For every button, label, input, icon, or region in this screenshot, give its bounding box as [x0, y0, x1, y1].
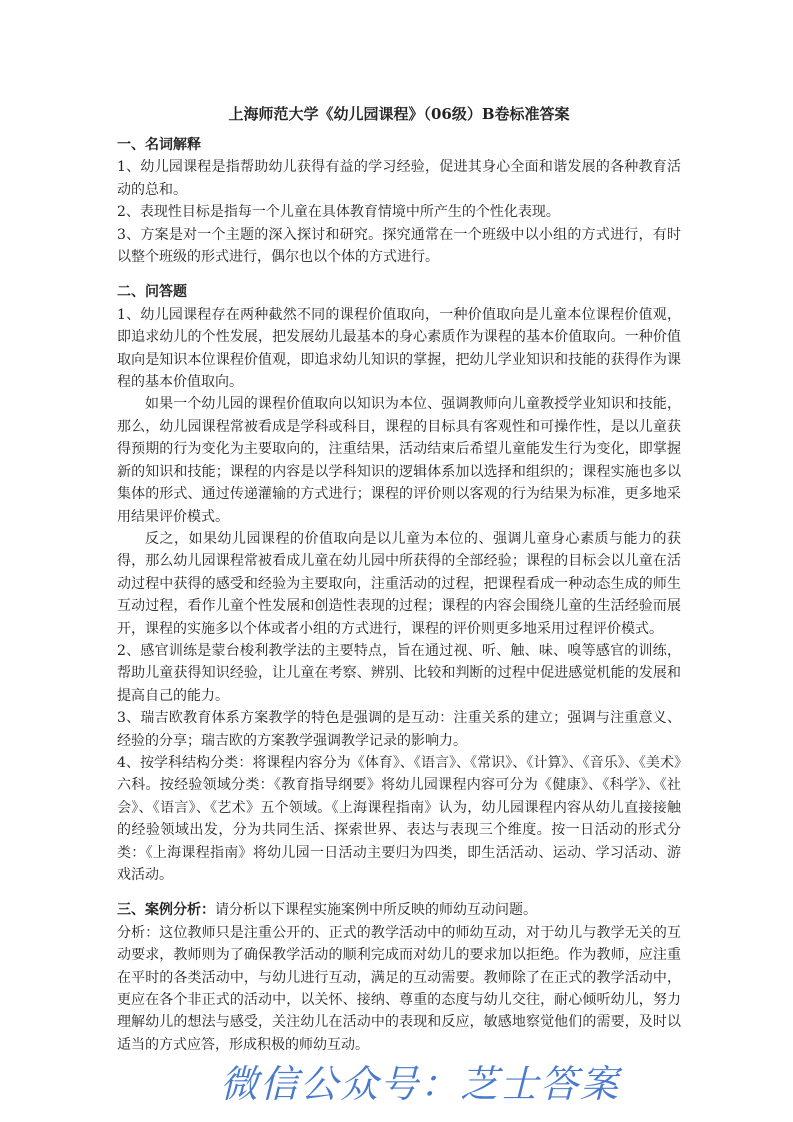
case-analysis-paragraph: 分析：这位教师只是注重公开的、正式的教学活动中的师幼互动，对于幼儿与教学无关的互动要求，教师则为了确保教学活动的顺利完成而对幼儿的要求加以拒绝。作为教师，应注重在平时的各类活动中，与幼儿进行互动，满足的互动需要。教师除了在正式的教学活动中，更应在各个非正式的活动中，以关怀、接纳、尊重的态度与幼儿交往，耐心倾听幼儿，努力理解幼儿的想法与感受，关注幼儿在活动中的表现和反应，敏感地察觉他们的需要，及时以适当的方式应答，形成积极的师幼互动。 [117, 924, 681, 1053]
case-prompt: 请分析以下课程实施案例中所反映的师幼互动问题。 [215, 902, 537, 919]
answer-paragraph: 2、感官训练是蒙台梭利教学法的主要特点，旨在通过视、听、触、味、嗅等感官的训练，帮助儿童获得知识经验，让儿童在考察、辨别、比较和判断的过程中促进感觉机能的发展和提高自己的能力。 [117, 642, 681, 704]
document-page [117, 102, 681, 1056]
definition-item: 2、表现性目标是指每一个儿童在具体教育情境中所产生的个性化表现。 [117, 204, 560, 221]
watermark: 微信公众号：芝士答案 [220, 1062, 621, 1106]
document-title: 上海师范大学《幼儿园课程》（06级）B卷标准答案 [228, 105, 570, 123]
section-heading-case: 三、案例分析： [117, 902, 215, 919]
answer-paragraph: 反之，如果幼儿园课程的价值取向是以儿童为本位的、强调儿童身心素质与能力的获得，那么幼儿园课程常被看成儿童在幼儿园中所获得的全部经验；课程的目标会以儿童在活动过程中获得的感受和经验为主要取向，注重活动的过程，把课程看成一种动态生成的师生互动过程，看作儿童个性发展和创造性表现的过程；课程的内容会围绕儿童的生活经验而展开，课程的实施多以个体或者小组的方式进行，课程的评价则更多地采用过程评价模式。 [117, 530, 681, 637]
section-case-analysis [117, 899, 681, 921]
definition-item: 3、方案是对一个主题的深入探讨和研究。探究通常在一个班级中以小组的方式进行，有时以整个班级的形式进行，偶尔也以个体的方式进行。 [117, 226, 681, 266]
answer-paragraph: 4、按学科结构分类：将课程内容分为《体育》、《语言》、《常识》、《计算》、《音乐》、《美术》六科。按经验领域分类：《教育指导纲要》将幼儿园课程内容可分为《健康》、《科学》、《社会》、《语言》、《艺术》五个领域。《上海课程指南》认为，幼儿园课程内容从幼儿直接接触的经验领域出发，分为共同生活、探索世界、表达与表现三个维度。按一日活动的形式分类：《上海课程指南》将幼儿园一日活动主要归为四类，即生活活动、运动、学习活动、游戏活动。 [117, 754, 681, 883]
answer-paragraph: 如果一个幼儿园的课程价值取向以知识为本位、强调教师向儿童教授学业知识和技能，那么，幼儿园课程常被看成是学科或科目，课程的目标具有客观性和可操作性，是以儿童获得预期的行为变化为主要取向的，注重结果，活动结束后希望儿童能发生行为变化，即掌握新的知识和技能；课程的内容是以学科知识的逻辑体系加以选择和组织的；课程实施也多以集体的形式、通过传递灌输的方式进行；课程的评价则以客观的行为结果为标准，更多地采用结果评价模式。 [117, 396, 681, 525]
answer-paragraph: 3、瑞吉欧教育体系方案教学的特色是强调的是互动：注重关系的建立；强调与注重意义、经验的分享；瑞吉欧的方案教学强调教学记录的影响力。 [117, 710, 681, 749]
section-heading-definitions: 一、名词解释 [117, 137, 201, 153]
answer-paragraph: 1、幼儿园课程存在两种截然不同的课程价值取向，一种价值取向是儿童本位课程价值观，即追求幼儿的个性发展，把发展幼儿最基本的身心素质作为课程的基本价值取向。一种价值取向是知识本位课程价值观，即追求幼儿知识的掌握，把幼儿学业知识和技能的获得作为课程的基本价值取向。 [117, 306, 681, 391]
section-heading-questions: 二、问答题 [117, 284, 187, 301]
definition-item: 1、幼儿园课程是指帮助幼儿获得有益的学习经验，促进其身心全面和谐发展的各种教育活动的总和。 [117, 159, 681, 198]
